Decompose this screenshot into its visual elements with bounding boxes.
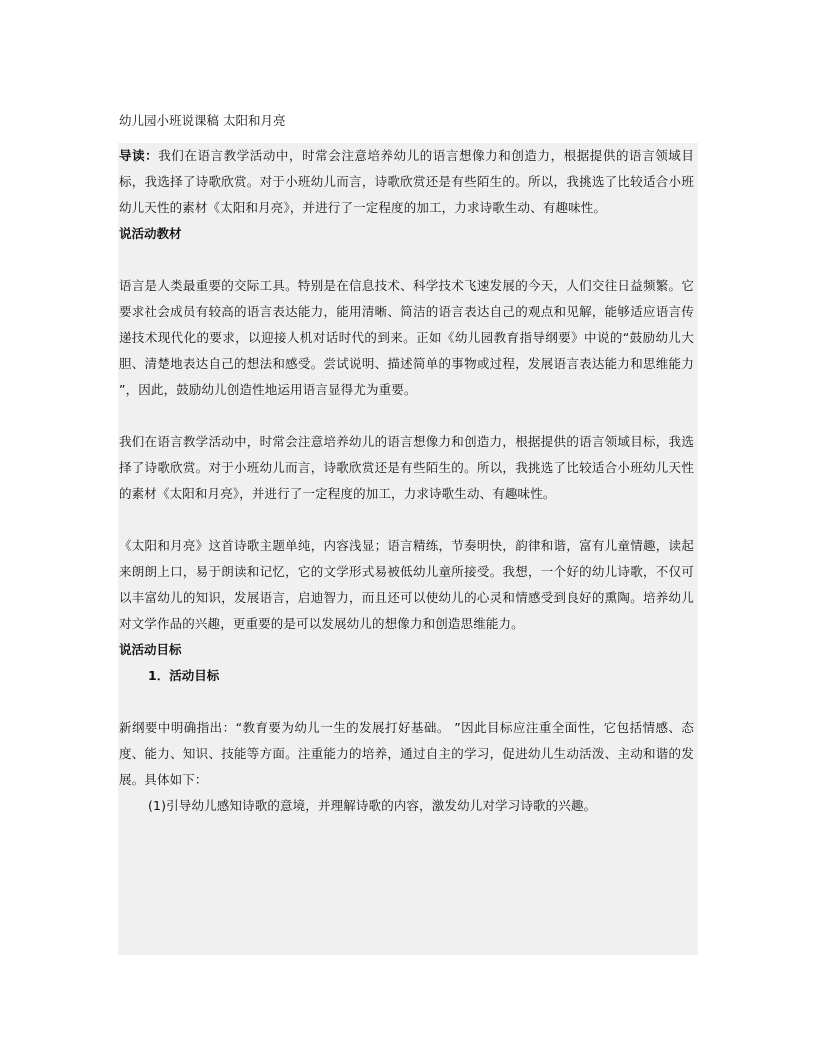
subsection-heading-activity-goals: 1．活动目标 — [148, 668, 220, 683]
goal-item-1: (1)引导幼儿感知诗歌的意境，并理解诗歌的内容，激发幼儿对学习诗歌的兴趣。 — [148, 798, 597, 813]
section-heading-material: 说活动教材 — [119, 226, 182, 241]
section-heading-goals: 说活动目标 — [119, 642, 182, 657]
paragraph-language: 语言是人类最重要的交际工具。特别是在信息技术、科学技术飞速发展的今天，人们交往日益频繁。它要求社会成员有较高的语言表达能力，能用清晰、简洁的语言表达自己的观点和见解，能够适应语言传递技术现代化的要求，以迎接人机对话时代的到来。正如《幼儿园教育指导纲要》中说的“鼓励幼儿大胆、清楚地表达自己的想法和感受。尝试说明、描述简单的事物或过程，发展语言表达能力和思维能力 ”，因此，鼓励幼儿创造性地运用语言显得尤为重要。 — [119, 278, 694, 397]
intro-text: 我们在语言教学活动中，时常会注意培养幼儿的语言想像力和创造力，根据提供的语言领域目标，我选择了诗歌欣赏。对于小班幼儿而言，诗歌欣赏还是有些陌生的。所以，我挑选了比较适合小班幼儿天性的素材《太阳和月亮》，并进行了一定程度的加工，力求诗歌生动、有趣味性。 — [119, 148, 694, 215]
paragraph-teaching: 我们在语言教学活动中，时常会注意培养幼儿的语言想像力和创造力，根据提供的语言领域目标，我选择了诗歌欣赏。对于小班幼儿而言，诗歌欣赏还是有些陌生的。所以，我挑选了比较适合小班幼儿天性的素材《太阳和月亮》，并进行了一定程度的加工，力求诗歌生动、有趣味性。 — [119, 434, 694, 501]
paragraph-poem: 《太阳和月亮》这首诗歌主题单纯，内容浅显；语言精练，节奏明快，韵律和谐，富有儿童情趣，读起来朗朗上口，易于朗读和记忆，它的文学形式易被低幼儿童所接受。我想，一个好的幼儿诗歌，不仅可以丰富幼儿的知识，发展语言，启迪智力，而且还可以使幼儿的心灵和情感受到良好的熏陶。培养幼儿对文学作品的兴趣，更重要的是可以发展幼儿的想像力和创造思维能力。 — [119, 538, 694, 631]
spacer — [119, 247, 694, 273]
intro-label: 导读： — [119, 148, 159, 163]
spacer — [119, 689, 694, 715]
spacer — [119, 403, 694, 429]
intro-paragraph — [119, 143, 694, 221]
document-title: 幼儿园小班说课稿 太阳和月亮 — [119, 113, 286, 128]
spacer — [119, 507, 694, 533]
document-body — [118, 143, 698, 955]
paragraph-guideline: 新纲要中明确指出：“教育要为幼儿一生的发展打好基础。 ”因此目标应注重全面性，它包括情感、态度、能力、知识、技能等方面。注重能力的培养，通过自主的学习，促进幼儿生动活泼、主动和谐的发展。具体如下： — [119, 720, 694, 787]
